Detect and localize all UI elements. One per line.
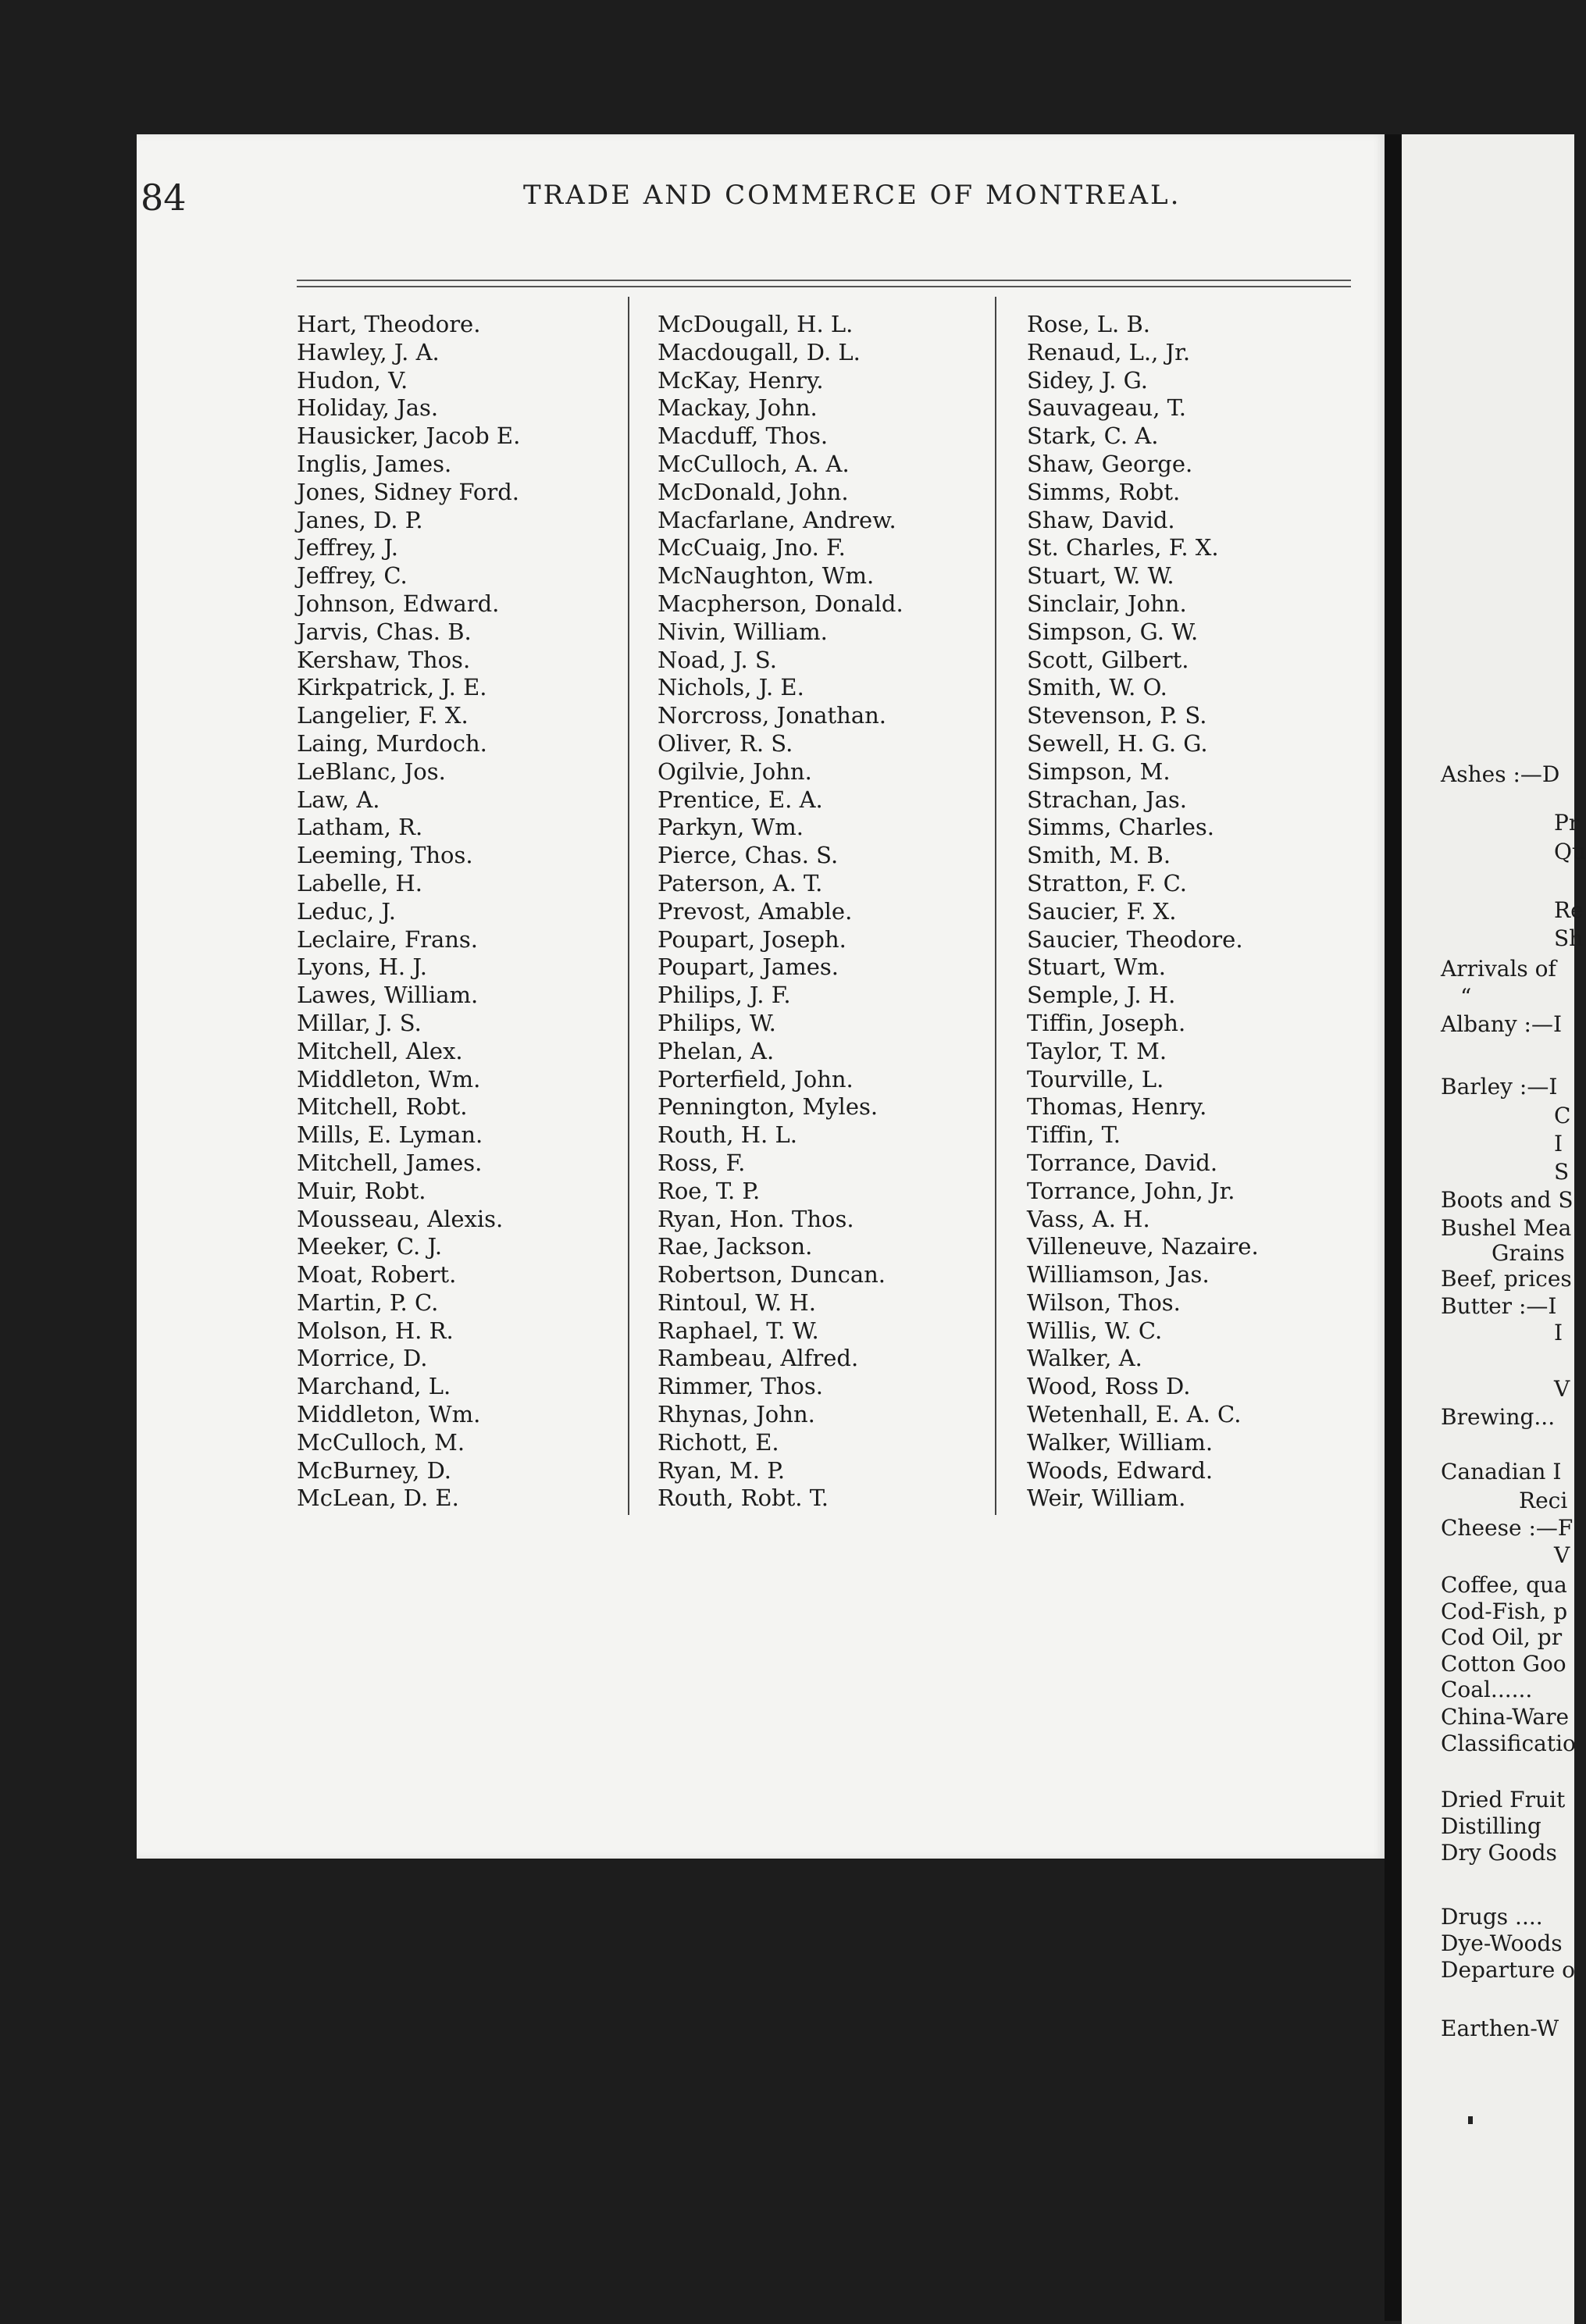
name-entry: Langelier, F. X.: [297, 702, 469, 729]
name-entry: Middleton, Wm.: [297, 1065, 481, 1092]
index-entry-fragment: Departure o: [1441, 1957, 1576, 1983]
name-entry: Meeker, C. J.: [297, 1233, 443, 1260]
index-entry-fragment: I: [1554, 1131, 1563, 1157]
page-number: 84: [141, 176, 187, 219]
index-entry-fragment: Brewing...: [1441, 1404, 1556, 1430]
name-entry: Muir, Robt.: [297, 1177, 426, 1204]
name-entry: Macdougall, D. L.: [658, 338, 861, 365]
name-entry: Jones, Sidney Ford.: [297, 478, 520, 505]
name-entry: McCulloch, M.: [297, 1428, 465, 1456]
index-entry-fragment: Canadian I: [1441, 1459, 1562, 1485]
index-entry-fragment: Cod-Fish, p: [1441, 1599, 1568, 1624]
name-entry: Stark, C. A.: [1027, 422, 1159, 450]
name-entry: McLean, D. E.: [297, 1485, 459, 1512]
name-entry: Raphael, T. W.: [658, 1317, 819, 1344]
name-entry: Ryan, Hon. Thos.: [658, 1205, 854, 1232]
name-entry: Philips, J. F.: [658, 982, 791, 1009]
name-entry: Thomas, Henry.: [1027, 1093, 1207, 1121]
name-entry: Mousseau, Alexis.: [297, 1205, 504, 1232]
name-entry: Phelan, A.: [658, 1037, 775, 1064]
name-entry: Rae, Jackson.: [658, 1233, 813, 1260]
name-entry: Leclaire, Frans.: [297, 925, 479, 953]
name-entry: Law, A.: [297, 786, 380, 813]
name-entry: Stuart, W. W.: [1027, 562, 1174, 590]
name-entry: Torrance, David.: [1027, 1149, 1218, 1176]
index-entry-fragment: Re: [1554, 897, 1584, 923]
column-divider: [628, 297, 629, 1515]
index-entry-fragment: I: [1554, 1320, 1563, 1346]
name-entry: Hawley, J. A.: [297, 338, 440, 365]
name-entry: Labelle, H.: [297, 869, 422, 896]
name-entry: Macduff, Thos.: [658, 422, 829, 450]
name-entry: Leeming, Thos.: [297, 842, 473, 869]
name-entry: Inglis, James.: [297, 450, 452, 477]
index-entry-fragment: Bushel Mea: [1441, 1215, 1572, 1241]
name-entry: Sidey, J. G.: [1027, 366, 1148, 394]
name-entry: Laing, Murdoch.: [297, 729, 487, 757]
column-divider: [995, 297, 996, 1515]
index-entry-fragment: C: [1554, 1103, 1571, 1128]
name-entry: Rambeau, Alfred.: [658, 1345, 859, 1372]
name-entry: Tiffin, Joseph.: [1027, 1009, 1186, 1036]
name-entry: St. Charles, F. X.: [1027, 534, 1219, 561]
index-entry-fragment: Coal......: [1441, 1677, 1533, 1702]
name-entry: Smith, W. O.: [1027, 674, 1167, 701]
book-gutter: [1385, 134, 1402, 2321]
name-entry: Nichols, J. E.: [658, 674, 804, 701]
name-entry: Simpson, G. W.: [1027, 618, 1199, 645]
name-entry: Jeffrey, J.: [297, 534, 398, 561]
name-entry: Sewell, H. G. G.: [1027, 729, 1208, 757]
name-entry: Martin, P. C.: [297, 1289, 439, 1316]
name-entry: LeBlanc, Jos.: [297, 757, 446, 785]
name-entry: Kirkpatrick, J. E.: [297, 674, 487, 701]
name-entry: Latham, R.: [297, 814, 423, 841]
name-entry: Mitchell, James.: [297, 1149, 483, 1176]
name-entry: Wood, Ross D.: [1027, 1373, 1191, 1400]
index-entry-fragment: Beef, prices: [1441, 1266, 1572, 1292]
name-entry: McDonald, John.: [658, 478, 849, 505]
index-entry-fragment: Dye-Woods: [1441, 1930, 1563, 1956]
ink-mark: [1468, 2116, 1473, 2124]
index-entry-fragment: Ashes :—D: [1441, 761, 1560, 787]
index-entry-fragment: Reci: [1519, 1488, 1568, 1513]
name-entry: Parkyn, Wm.: [658, 814, 804, 841]
name-entry: Kershaw, Thos.: [297, 646, 471, 673]
name-entry: Holiday, Jas.: [297, 394, 439, 422]
name-entry: Saucier, Theodore.: [1027, 925, 1243, 953]
name-entry: Smith, M. B.: [1027, 842, 1171, 869]
name-entry: Sauvageau, T.: [1027, 394, 1186, 422]
name-entry: Williamson, Jas.: [1027, 1261, 1210, 1289]
index-entry-fragment: Boots and S: [1441, 1187, 1574, 1213]
name-entry: Moat, Robert.: [297, 1261, 457, 1289]
index-entry-fragment: Pr: [1554, 810, 1580, 836]
name-entry: Mitchell, Robt.: [297, 1093, 468, 1121]
index-entry-fragment: Cod Oil, pr: [1441, 1624, 1563, 1650]
index-entry-fragment: Dried Fruit: [1441, 1787, 1566, 1813]
name-entry: Lawes, William.: [297, 982, 479, 1009]
name-entry: Pennington, Myles.: [658, 1093, 879, 1121]
name-entry: Rintoul, W. H.: [658, 1289, 816, 1316]
name-entry: Shaw, David.: [1027, 506, 1175, 533]
name-entry: Stratton, F. C.: [1027, 869, 1187, 896]
name-entry: Philips, W.: [658, 1009, 776, 1036]
name-entry: Wetenhall, E. A. C.: [1027, 1401, 1242, 1428]
name-entry: Poupart, Joseph.: [658, 925, 846, 953]
index-entry-fragment: Earthen-W: [1441, 2016, 1559, 2041]
name-entry: Shaw, George.: [1027, 450, 1193, 477]
name-column-3: [1027, 311, 1259, 1513]
name-entry: Walker, William.: [1027, 1428, 1214, 1456]
index-entry-fragment: Arrivals of: [1441, 956, 1556, 982]
name-entry: Lyons, H. J.: [297, 953, 427, 981]
index-entry-fragment: Sh: [1554, 925, 1584, 951]
name-entry: Macfarlane, Andrew.: [658, 506, 896, 533]
name-entry: McNaughton, Wm.: [658, 562, 875, 590]
index-entry-fragment: V: [1554, 1542, 1570, 1568]
name-entry: Jeffrey, C.: [297, 562, 408, 590]
index-entry-fragment: Drugs ....: [1441, 1904, 1543, 1930]
name-entry: Renaud, L., Jr.: [1027, 338, 1191, 365]
name-entry: Paterson, A. T.: [658, 869, 823, 896]
name-entry: Stuart, Wm.: [1027, 953, 1166, 981]
index-entry-fragment: Cotton Goo: [1441, 1651, 1566, 1677]
name-entry: Molson, H. R.: [297, 1317, 454, 1344]
name-entry: Routh, H. L.: [658, 1121, 797, 1149]
name-entry: Ross, F.: [658, 1149, 746, 1176]
name-entry: Simpson, M.: [1027, 757, 1171, 785]
name-entry: Ogilvie, John.: [658, 757, 812, 785]
index-entry-fragment: Barley :—I: [1441, 1074, 1558, 1100]
name-entry: McCuaig, Jno. F.: [658, 534, 846, 561]
name-entry: Vass, A. H.: [1027, 1205, 1150, 1232]
name-entry: Simms, Robt.: [1027, 478, 1181, 505]
name-entry: Middleton, Wm.: [297, 1401, 481, 1428]
name-entry: Prevost, Amable.: [658, 897, 853, 925]
name-entry: Oliver, R. S.: [658, 729, 793, 757]
name-entry: Sinclair, John.: [1027, 590, 1187, 617]
name-entry: Richott, E.: [658, 1428, 779, 1456]
name-entry: Taylor, T. M.: [1027, 1037, 1167, 1064]
name-entry: Roe, T. P.: [658, 1177, 761, 1204]
index-entry-fragment: Distilling: [1441, 1813, 1541, 1839]
name-entry: Jarvis, Chas. B.: [297, 618, 472, 645]
name-entry: Mitchell, Alex.: [297, 1037, 463, 1064]
index-entry-fragment: Qu: [1554, 839, 1586, 864]
name-entry: Marchand, L.: [297, 1373, 451, 1400]
name-entry: Rose, L. B.: [1027, 311, 1150, 337]
name-entry: Morrice, D.: [297, 1345, 428, 1372]
name-entry: Hausicker, Jacob E.: [297, 422, 521, 450]
name-entry: Poupart, James.: [658, 953, 839, 981]
name-entry: Macpherson, Donald.: [658, 590, 903, 617]
name-entry: Janes, D. P.: [297, 506, 423, 533]
name-entry: Millar, J. S.: [297, 1009, 422, 1036]
name-entry: Willis, W. C.: [1027, 1317, 1163, 1344]
name-entry: Semple, J. H.: [1027, 982, 1176, 1009]
index-entry-fragment: Cheese :—F: [1441, 1515, 1574, 1541]
name-entry: Stevenson, P. S.: [1027, 702, 1207, 729]
name-entry: Routh, Robt. T.: [658, 1485, 829, 1512]
index-entry-fragment: Butter :—I: [1441, 1293, 1557, 1319]
name-entry: Prentice, E. A.: [658, 786, 823, 813]
name-entry: McCulloch, A. A.: [658, 450, 850, 477]
name-column-2: [658, 311, 903, 1513]
name-entry: Noad, J. S.: [658, 646, 777, 673]
running-title: TRADE AND COMMERCE OF MONTREAL.: [523, 180, 1181, 211]
name-entry: Wilson, Thos.: [1027, 1289, 1181, 1316]
name-entry: Torrance, John, Jr.: [1027, 1177, 1235, 1204]
name-entry: Norcross, Jonathan.: [658, 702, 887, 729]
name-entry: Rimmer, Thos.: [658, 1373, 823, 1400]
name-entry: Mills, E. Lyman.: [297, 1121, 483, 1149]
name-entry: Tourville, L.: [1027, 1065, 1164, 1092]
header-rule: [297, 280, 1351, 287]
name-entry: McKay, Henry.: [658, 366, 824, 394]
index-entry-fragment: Dry Goods: [1441, 1840, 1557, 1866]
index-entry-fragment: Albany :—I: [1441, 1011, 1563, 1037]
name-entry: Tiffin, T.: [1027, 1121, 1121, 1149]
index-entry-fragment: V: [1554, 1376, 1570, 1402]
name-entry: Porterfield, John.: [658, 1065, 854, 1092]
index-entry-fragment: Coffee, qua: [1441, 1572, 1567, 1598]
name-entry: McDougall, H. L.: [658, 311, 854, 337]
name-entry: Hudon, V.: [297, 366, 408, 394]
name-entry: Johnson, Edward.: [297, 590, 500, 617]
index-entry-fragment: S: [1554, 1159, 1570, 1185]
index-entry-fragment: Classificatio: [1441, 1731, 1576, 1756]
name-column-1: [297, 311, 520, 1513]
name-entry: Pierce, Chas. S.: [658, 842, 839, 869]
name-entry: Robertson, Duncan.: [658, 1261, 886, 1289]
name-entry: Nivin, William.: [658, 618, 828, 645]
index-entry-fragment: Grains: [1492, 1240, 1565, 1266]
index-entry-fragment: China-Ware: [1441, 1704, 1570, 1730]
name-entry: Scott, Gilbert.: [1027, 646, 1189, 673]
name-entry: Leduc, J.: [297, 897, 396, 925]
name-entry: Ryan, M. P.: [658, 1456, 786, 1484]
name-entry: McBurney, D.: [297, 1456, 452, 1484]
index-entry-fragment: “: [1460, 984, 1472, 1010]
name-entry: Villeneuve, Nazaire.: [1027, 1233, 1259, 1260]
name-entry: Strachan, Jas.: [1027, 786, 1188, 813]
name-entry: Rhynas, John.: [658, 1401, 815, 1428]
name-entry: Simms, Charles.: [1027, 814, 1215, 841]
name-entry: Walker, A.: [1027, 1345, 1142, 1372]
name-entry: Saucier, F. X.: [1027, 897, 1177, 925]
name-entry: Mackay, John.: [658, 394, 818, 422]
name-entry: Woods, Edward.: [1027, 1456, 1214, 1484]
name-entry: Hart, Theodore.: [297, 311, 481, 337]
name-entry: Weir, William.: [1027, 1485, 1186, 1512]
